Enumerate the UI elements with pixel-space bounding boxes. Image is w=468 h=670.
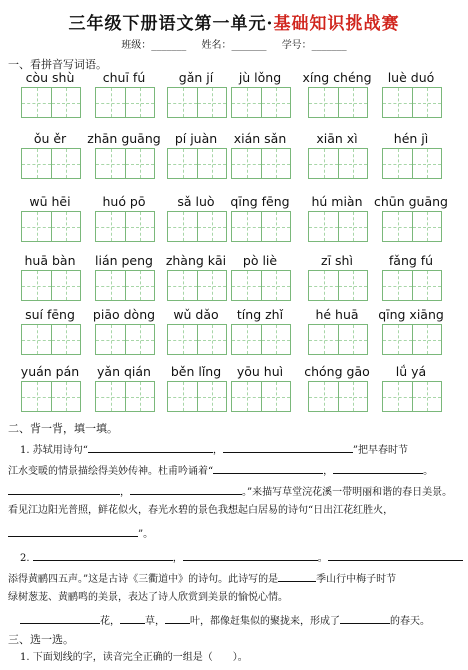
id-field[interactable]: 学号：_______	[281, 40, 347, 51]
char-cell[interactable]	[125, 88, 154, 117]
char-cell[interactable]	[22, 88, 51, 117]
char-writing-grid[interactable]	[21, 324, 81, 355]
char-cell[interactable]	[168, 271, 197, 300]
title-main: 三年级下册语文第一单元·	[68, 14, 274, 34]
char-cell[interactable]	[22, 212, 51, 241]
pinyin-label: luè duó	[387, 70, 435, 85]
pinyin-label: lián peng	[95, 253, 153, 268]
pinyin-label: sǎ luò	[177, 194, 215, 209]
char-cell[interactable]	[232, 382, 261, 411]
q2-line3: 绿树葱茏、黄鹂鸣的美景，表达了诗人欣赏到美景的愉悦心情。	[8, 592, 288, 603]
section2-heading: 二、背一背，填一填。	[8, 422, 118, 435]
answer-blank[interactable]	[8, 525, 138, 537]
pinyin-label: wǔ dǎo	[173, 307, 219, 322]
char-cell[interactable]	[383, 382, 412, 411]
answer-blank[interactable]	[165, 612, 190, 624]
char-writing-grid[interactable]	[308, 148, 368, 179]
char-cell[interactable]	[309, 271, 338, 300]
char-cell[interactable]	[51, 149, 80, 178]
char-writing-grid[interactable]	[95, 270, 155, 301]
char-cell[interactable]	[96, 212, 125, 241]
pinyin-label: pí juàn	[174, 131, 218, 146]
pinyin-label: suí fēng	[25, 307, 75, 322]
pinyin-label: pò liè	[242, 253, 278, 268]
q1-line5	[8, 525, 153, 542]
q1-suffix: ”把早春时节	[352, 445, 408, 456]
char-cell[interactable]	[338, 271, 367, 300]
q2-sep2: 。	[317, 553, 328, 564]
char-cell[interactable]	[197, 382, 226, 411]
pinyin-label: zī shì	[321, 253, 353, 268]
char-cell[interactable]	[96, 88, 125, 117]
char-writing-grid[interactable]	[308, 270, 368, 301]
q1-prefix: 1. 苏轼用诗句“	[20, 445, 88, 456]
pinyin-label: xíng chéng	[302, 70, 372, 85]
char-writing-grid[interactable]	[95, 211, 155, 242]
char-writing-grid[interactable]	[95, 87, 155, 118]
answer-blank[interactable]	[130, 483, 242, 495]
char-cell[interactable]	[197, 325, 226, 354]
char-writing-grid[interactable]	[231, 324, 291, 355]
char-cell[interactable]	[51, 212, 80, 241]
char-cell[interactable]	[412, 212, 441, 241]
char-writing-grid[interactable]	[308, 381, 368, 412]
char-cell[interactable]	[261, 271, 290, 300]
q1-line3-text: 。”来描写草堂浣花溪一带明丽和谐的春日美景。	[242, 487, 453, 498]
char-cell[interactable]	[412, 149, 441, 178]
char-cell[interactable]	[197, 149, 226, 178]
char-cell[interactable]	[309, 212, 338, 241]
char-cell[interactable]	[261, 325, 290, 354]
char-cell[interactable]	[96, 382, 125, 411]
char-cell[interactable]	[309, 382, 338, 411]
char-cell[interactable]	[412, 88, 441, 117]
q1-line2-end: 。	[423, 466, 434, 477]
pinyin-label: chūn guāng	[374, 194, 448, 209]
q1-line1	[20, 441, 408, 458]
char-cell[interactable]	[338, 88, 367, 117]
pinyin-label: chuī fú	[102, 70, 146, 85]
char-cell[interactable]	[168, 325, 197, 354]
q1-line2-text: 江水变暖的情景描绘得美妙传神。杜甫吟诵着“	[8, 466, 214, 477]
pinyin-label: tíng zhǐ	[236, 307, 284, 322]
answer-blank[interactable]	[88, 441, 213, 453]
char-cell[interactable]	[168, 88, 197, 117]
char-writing-grid[interactable]	[167, 270, 227, 301]
char-cell[interactable]	[125, 382, 154, 411]
char-cell[interactable]	[125, 149, 154, 178]
q1-line4: 看见江边阳光普照，鲜花似火，春光水碧的景色我想起白居易的诗句“日出江花红胜火，	[8, 505, 394, 516]
student-info-line	[0, 36, 468, 51]
pinyin-label: hú miàn	[311, 194, 363, 209]
char-cell[interactable]	[96, 325, 125, 354]
char-cell[interactable]	[51, 271, 80, 300]
q3-line	[20, 612, 430, 629]
char-writing-grid[interactable]	[231, 211, 291, 242]
char-writing-grid[interactable]	[382, 270, 442, 301]
pinyin-label: zhān guāng	[87, 131, 161, 146]
char-cell[interactable]	[22, 149, 51, 178]
char-cell[interactable]	[22, 271, 51, 300]
char-writing-grid[interactable]	[167, 87, 227, 118]
char-cell[interactable]	[232, 88, 261, 117]
q1-line2-sep: ，	[323, 466, 334, 477]
char-cell[interactable]	[232, 325, 261, 354]
char-cell[interactable]	[383, 325, 412, 354]
char-cell[interactable]	[96, 149, 125, 178]
q1-line3	[8, 483, 452, 500]
char-cell[interactable]	[232, 271, 261, 300]
q2-line1	[20, 549, 463, 566]
answer-blank[interactable]	[20, 612, 100, 624]
q3-c: 叶，都像赶集似的聚拢来，形成了	[190, 616, 340, 627]
char-cell[interactable]	[168, 149, 197, 178]
char-writing-grid[interactable]	[382, 324, 442, 355]
answer-blank[interactable]	[213, 462, 323, 474]
char-writing-grid[interactable]	[382, 87, 442, 118]
pinyin-label: qīng fēng	[230, 194, 290, 209]
pinyin-label: lǘ yá	[395, 364, 427, 379]
char-cell[interactable]	[197, 88, 226, 117]
char-cell[interactable]	[125, 325, 154, 354]
answer-blank[interactable]	[223, 441, 353, 453]
q2-line2	[8, 570, 396, 587]
char-cell[interactable]	[261, 382, 290, 411]
char-writing-grid[interactable]	[231, 381, 291, 412]
char-writing-grid[interactable]	[167, 148, 227, 179]
pinyin-label: fǎng fú	[388, 253, 434, 268]
pinyin-label: huā bàn	[24, 253, 76, 268]
pinyin-label: hé huā	[315, 307, 359, 322]
answer-blank[interactable]	[328, 549, 463, 561]
pinyin-label: xián sǎn	[233, 131, 287, 146]
char-writing-grid[interactable]	[308, 87, 368, 118]
title-highlight: 基础知识挑战赛	[273, 14, 400, 34]
char-cell[interactable]	[383, 149, 412, 178]
section3-heading: 三、选一选。	[8, 633, 74, 646]
name-field[interactable]: 姓名：_______	[201, 40, 267, 51]
char-cell[interactable]	[383, 212, 412, 241]
section1-heading: 一、看拼音写词语。	[8, 58, 107, 71]
char-writing-grid[interactable]	[308, 324, 368, 355]
char-cell[interactable]	[338, 325, 367, 354]
char-cell[interactable]	[261, 88, 290, 117]
char-cell[interactable]	[51, 88, 80, 117]
char-writing-grid[interactable]	[382, 148, 442, 179]
char-cell[interactable]	[232, 149, 261, 178]
s3-q1: 1. 下面划线的字，读音完全正确的一组是（ ）。	[20, 652, 248, 663]
pinyin-label: wū hēi	[29, 194, 71, 209]
pinyin-label: yōu huì	[236, 364, 284, 379]
answer-blank[interactable]	[340, 612, 390, 624]
answer-blank[interactable]	[333, 462, 423, 474]
char-cell[interactable]	[261, 212, 290, 241]
q2-line2-text: 添得黄鹂四五声。”这是古诗《三衢道中》的诗句。此诗写的是	[8, 574, 279, 585]
pinyin-label: yǎn qián	[97, 364, 151, 379]
char-cell[interactable]	[309, 325, 338, 354]
char-cell[interactable]	[96, 271, 125, 300]
pinyin-label: běn lǐng	[170, 364, 222, 379]
pinyin-label: còu shù	[25, 70, 75, 85]
char-writing-grid[interactable]	[231, 148, 291, 179]
char-writing-grid[interactable]	[231, 270, 291, 301]
q3-d: 的春天。	[390, 616, 430, 627]
char-cell[interactable]	[168, 212, 197, 241]
answer-blank[interactable]	[33, 549, 173, 561]
q2-sep: ，	[172, 553, 183, 564]
char-writing-grid[interactable]	[167, 324, 227, 355]
char-writing-grid[interactable]	[231, 87, 291, 118]
char-cell[interactable]	[22, 382, 51, 411]
pinyin-label: yuán pán	[20, 364, 80, 379]
char-writing-grid[interactable]	[21, 381, 81, 412]
char-cell[interactable]	[383, 271, 412, 300]
q2-line2-end: 季山行中梅子时节	[316, 574, 397, 585]
char-cell[interactable]	[125, 212, 154, 241]
char-cell[interactable]	[261, 149, 290, 178]
char-writing-grid[interactable]	[382, 381, 442, 412]
answer-blank[interactable]	[183, 549, 318, 561]
char-writing-grid[interactable]	[95, 148, 155, 179]
pinyin-label: qīng xiāng	[378, 307, 444, 322]
char-cell[interactable]	[232, 212, 261, 241]
q1-line3-sep: ，	[120, 487, 130, 498]
char-cell[interactable]	[412, 271, 441, 300]
char-cell[interactable]	[125, 271, 154, 300]
char-writing-grid[interactable]	[95, 324, 155, 355]
char-cell[interactable]	[383, 88, 412, 117]
q3-a: 花，	[100, 616, 120, 627]
char-cell[interactable]	[197, 212, 226, 241]
pinyin-label: xiān xì	[316, 131, 358, 146]
answer-blank[interactable]	[120, 612, 145, 624]
char-writing-grid[interactable]	[21, 270, 81, 301]
char-writing-grid[interactable]	[95, 381, 155, 412]
char-cell[interactable]	[412, 382, 441, 411]
pinyin-label: chóng gāo	[304, 364, 370, 379]
char-cell[interactable]	[168, 382, 197, 411]
q3-b: 草，	[145, 616, 165, 627]
pinyin-label: hén jì	[393, 131, 429, 146]
char-cell[interactable]	[51, 325, 80, 354]
q2-prefix: 2.	[20, 553, 33, 564]
char-cell[interactable]	[309, 149, 338, 178]
char-writing-grid[interactable]	[21, 148, 81, 179]
pinyin-label: piāo dòng	[92, 307, 156, 322]
answer-blank[interactable]	[8, 483, 120, 495]
char-cell[interactable]	[412, 325, 441, 354]
char-writing-grid[interactable]	[308, 211, 368, 242]
char-writing-grid[interactable]	[167, 211, 227, 242]
char-cell[interactable]	[22, 325, 51, 354]
pinyin-label: huó pō	[102, 194, 146, 209]
answer-blank[interactable]	[278, 570, 316, 582]
class-field[interactable]: 班级：_______	[121, 40, 187, 51]
char-cell[interactable]	[338, 212, 367, 241]
q1-sep: ，	[212, 445, 223, 456]
char-cell[interactable]	[338, 382, 367, 411]
pinyin-label: zhàng kāi	[165, 253, 227, 268]
pinyin-label: gǎn jí	[178, 70, 214, 85]
q1-line2	[8, 462, 433, 479]
char-cell[interactable]	[309, 88, 338, 117]
char-cell[interactable]	[51, 382, 80, 411]
char-writing-grid[interactable]	[382, 211, 442, 242]
char-cell[interactable]	[338, 149, 367, 178]
char-writing-grid[interactable]	[21, 211, 81, 242]
q1-line5-end: ”。	[138, 529, 154, 540]
char-writing-grid[interactable]	[167, 381, 227, 412]
pinyin-label: ǒu ěr	[33, 131, 67, 146]
pinyin-label: jù lǒng	[238, 70, 282, 85]
char-writing-grid[interactable]	[21, 87, 81, 118]
page-title	[0, 9, 468, 34]
char-cell[interactable]	[197, 271, 226, 300]
